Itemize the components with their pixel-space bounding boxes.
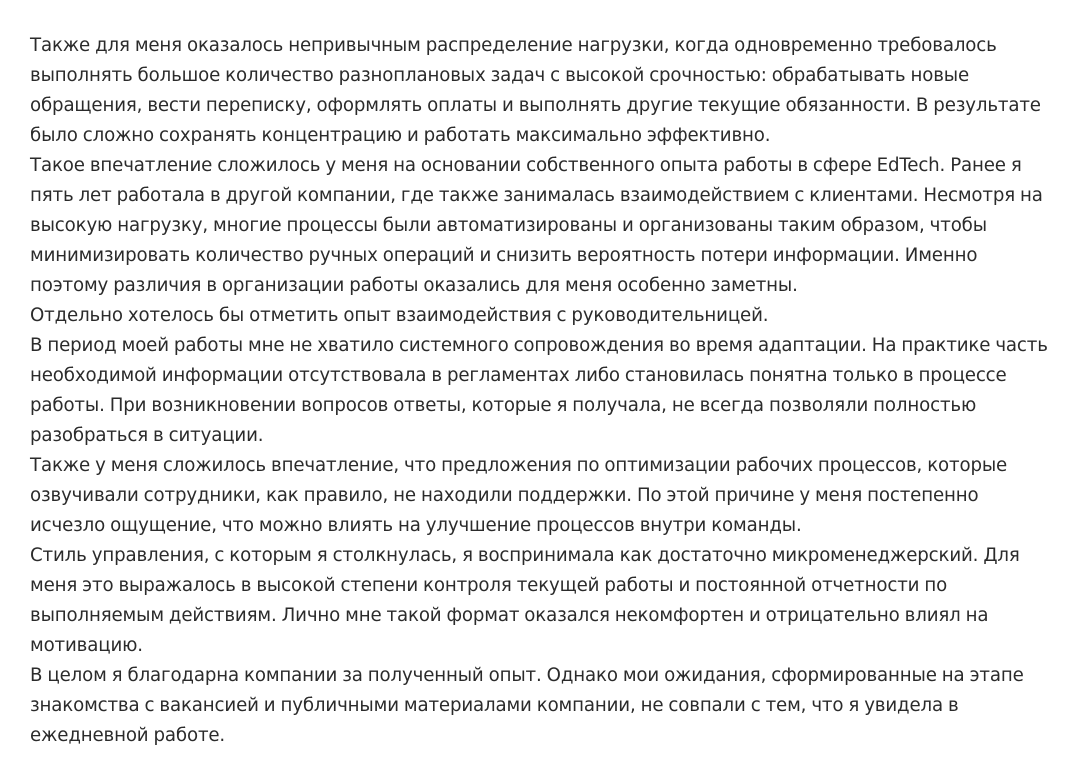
review-paragraph-experience: Такое впечатление сложилось у меня на основании собственного опыта работы в сфере EdTech. Ранее я пять лет работала в другой компании, где также занималась взаимодействием с клиентами. Несмотря на высокую нагрузку, многие процессы были автоматизированы и организованы таким образом, чтобы минимизировать количество ручных операций и снизить вероятность потери информации. Именно поэтому различия в организации работы оказались для меня особенно заметны. <box>30 155 1043 296</box>
review-paragraph-manager-intro: Отдельно хотелось бы отметить опыт взаимодействия с руководительницей. <box>30 305 769 326</box>
review-paragraph-workload: Также для меня оказалось непривычным распределение нагрузки, когда одновременно требовалось выполнять большое количество разноплановых задач с высокой срочностью: обрабатывать новые обращения, вести переписку, оформлять оплаты и выполнять другие текущие обязанности. В результате было сложно сохранять концентрацию и работать максимально эффективно. <box>30 35 1041 146</box>
review-paragraph-suggestions: Также у меня сложилось впечатление, что предложения по оптимизации рабочих процессов, которые озвучивали сотрудники, как правило, не находили поддержки. По этой причине у меня постепенно исчезло ощущение, что можно влиять на улучшение процессов внутри команды. <box>30 455 1008 536</box>
review-paragraph-onboarding: В период моей работы мне не хватило системного сопровождения во время адаптации. На практике часть необходимой информации отсутствовала в регламентах либо становилась понятна только в процессе работы. При возникновении вопросов ответы, которые я получала, не всегда позволяли полностью разобраться в ситуации. <box>30 335 1048 446</box>
review-text-body <box>30 31 1055 751</box>
review-paragraph-management-style: Стиль управления, с которым я столкнулась, я воспринимала как достаточно микроменеджерский. Для меня это выражалось в высокой степени контроля текущей работы и постоянной отчетности по выполняемым действиям. Лично мне такой формат оказался некомфортен и отрицательно влиял на мотивацию. <box>30 545 1020 656</box>
review-paragraph-conclusion: В целом я благодарна компании за полученный опыт. Однако мои ожидания, сформированные на этапе знакомства с вакансией и публичными материалами компании, не совпали с тем, что я увидела в ежедневной работе. <box>30 665 1024 746</box>
